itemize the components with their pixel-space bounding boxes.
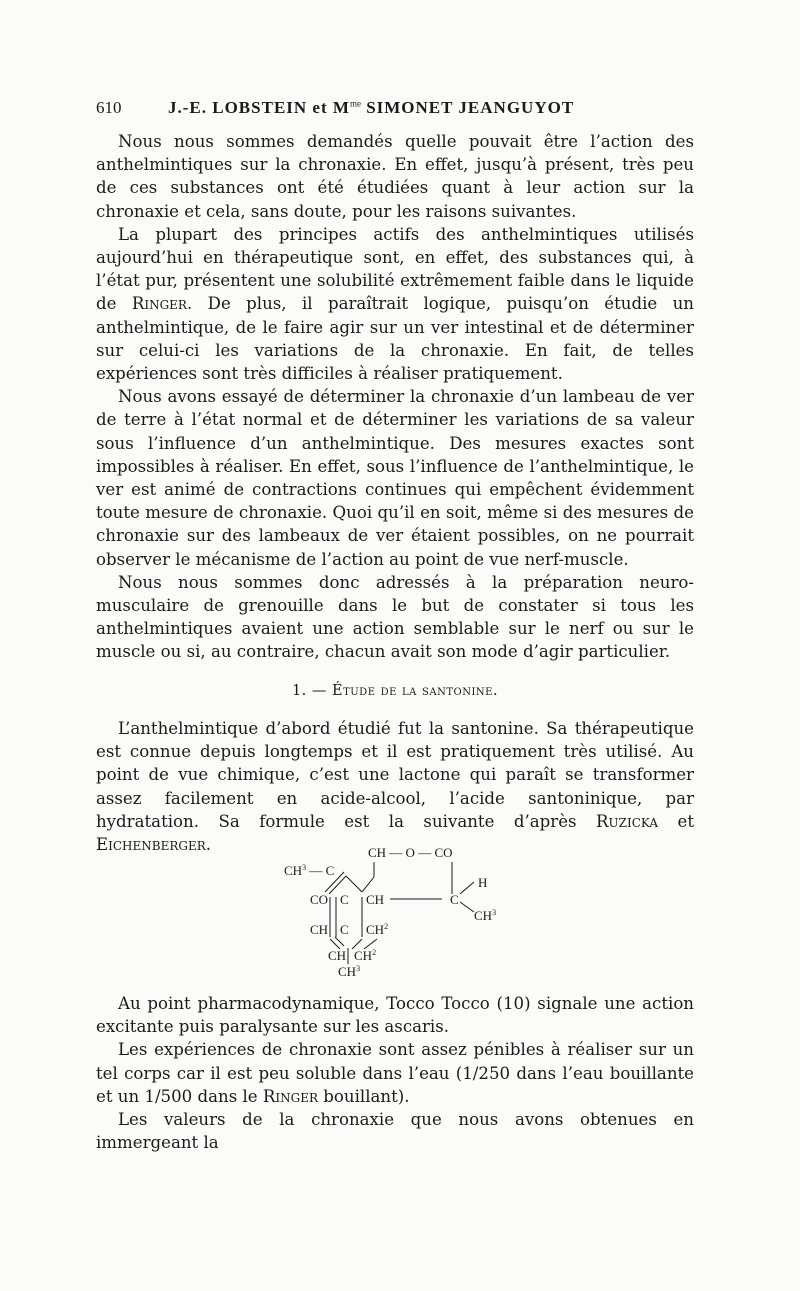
section-title: Étude de la santonine. — [332, 683, 499, 699]
bond — [460, 902, 474, 912]
text-span: . — [205, 835, 212, 855]
formula-c-mid1: C — [340, 892, 349, 907]
formula-h: H — [478, 875, 488, 890]
paragraph: Nous nous sommes demandés quelle pouvait être l’action des anthelmintiques sur la chronaxie. En effet, jusqu’à présent, très peu de ces substances ont été étudiées quant à leur action sur la chronaxie et cela, sans doute, pour les raisons suivantes. — [96, 132, 694, 221]
running-title-sup: me — [349, 98, 361, 109]
formula-ch-left2: CH — [310, 922, 329, 937]
text-span: . De plus, il paraîtrait logique, puisqu’on étudie un anthelmintique, de le faire agir sur un ver intestinal et de déterminer sur celui-ci les variations de la chronaxie. En fait, de telles expériences sont très difficiles à réaliser pratiquement. — [96, 294, 694, 384]
formula-c-mid2: C — [340, 922, 349, 937]
formula-co: CO — [310, 892, 329, 907]
section-heading — [96, 683, 694, 699]
formula-ch3-right: $CH^3$ — [474, 908, 497, 923]
formula-ch3-left: $CH^3$ — C — [284, 863, 335, 878]
formula-ch-mid: CH — [366, 892, 385, 907]
author-name: Ruzicka — [596, 811, 659, 831]
paragraph — [96, 717, 694, 856]
intro-block — [96, 130, 694, 664]
formula-ch2-bottom: $CH^2$ — [354, 948, 377, 963]
author-name: Ringer — [262, 1086, 319, 1106]
text-span: La plupart des principes actifs des anthelmintiques utilisés aujourd’hui en thérapeutique sont, en effet, des substances qui, à l’état pur, présentent une solubilité extrêmement faible dans le liquide de — [96, 224, 694, 314]
paragraph: Au point pharmacodynamique, Tocco Tocco (10) signale une action excitante puis paralysante sur les ascaris. — [96, 994, 694, 1037]
formula-top-label: CH — O — CO — [368, 845, 453, 860]
author-name: Eichenberger — [96, 835, 206, 855]
paragraph — [96, 1038, 694, 1108]
santonine-block-2 — [96, 992, 694, 1154]
section-dash: — — [306, 683, 332, 699]
paragraph: Nous nous sommes donc adressés à la préparation neuro-musculaire de grenouille dans le but de constater si tous les anthelmintiques avaient une action semblable sur le nerf ou sur le muscle ou si, au contraire, chacun avait son mode d’agir particulier. — [96, 572, 694, 662]
formula-ch-bottom: CH — [328, 948, 347, 963]
paragraph — [96, 223, 694, 385]
formula-c-right: C — [450, 892, 459, 907]
page-number: 610 — [96, 98, 122, 117]
formula-ch3-bottom: $CH^3$ — [338, 964, 361, 979]
author-name: Ringer — [131, 294, 187, 314]
running-title-authors: J.-E. LOBSTEIN et M — [168, 98, 350, 117]
text-span: et — [658, 811, 694, 831]
section-number: 1. — [291, 683, 307, 699]
running-title-authors-2: SIMONET JEANGUYOT — [360, 98, 575, 117]
bond — [362, 877, 374, 892]
bond — [460, 882, 474, 894]
text-span: L’anthelmintique d’abord étudié fut la santonine. Sa thérapeutique est connue depuis longtemps et il est pratiquement très utilisé. Au point de vue chimique, c’est une lactone qui paraît se transformer assez facilement en acide-alcool, l’acide santoninique, par hydratation. Sa formule est la suivante d’après — [96, 719, 694, 831]
text-span: bouillant). — [318, 1086, 410, 1106]
santonine-block-1 — [96, 717, 694, 856]
paragraph: Nous avons essayé de déterminer la chronaxie d’un lambeau de ver de terre à l’état normal et de déterminer les variations de sa valeur sous l’influence d’un anthelmintique. Des mesures exactes sont impossibles à réaliser. En effet, sous l’influence de l’anthelmintique, le ver est animé de contractions continues qui empêchent évidemment toute mesure de chronaxie. Quoi qu’il en soit, même si des mesures de chronaxie sur des lambeaux de ver étaient possibles, on ne pourrait observer le mécanisme de l’action au point de vue nerf-muscle. — [96, 387, 694, 569]
running-header — [96, 98, 696, 122]
santonine-structural-formula — [282, 842, 522, 982]
bond — [346, 876, 362, 892]
paragraph: Les valeurs de la chronaxie que nous avons obtenues en immergeant la — [96, 1110, 694, 1153]
formula-ch2: $CH^2$ — [366, 922, 389, 937]
text-span: Les expériences de chronaxie sont assez pénibles à réaliser sur un tel corps car il est peu soluble dans l’eau (1/250 dans l’eau bouillante et un 1/500 dans le — [96, 1040, 694, 1106]
running-title — [168, 98, 574, 118]
